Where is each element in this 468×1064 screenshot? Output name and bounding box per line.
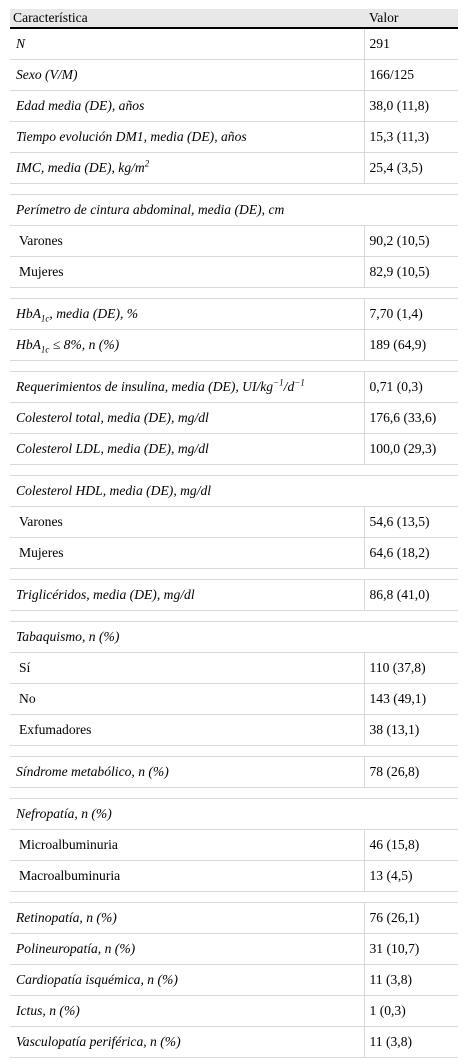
row-label: Mujeres xyxy=(10,257,364,288)
group-label: Colesterol HDL, media (DE), mg/dl xyxy=(10,476,458,507)
table-row xyxy=(10,403,458,434)
row-label: Varones xyxy=(10,226,364,257)
table-row xyxy=(10,226,458,257)
row-label: Sexo (V/M) xyxy=(10,60,364,91)
row-label: Exfumadores xyxy=(10,715,364,746)
row-value: 13 (4,5) xyxy=(364,861,458,892)
table-row xyxy=(10,299,458,330)
row-value: 189 (64,9) xyxy=(364,330,458,361)
spacer-row xyxy=(10,611,458,622)
row-label: Colesterol LDL, media (DE), mg/dl xyxy=(10,434,364,465)
row-value: 176,6 (33,6) xyxy=(364,403,458,434)
group-header-row xyxy=(10,622,458,653)
header-value: Valor xyxy=(364,9,458,28)
table-row xyxy=(10,996,458,1027)
row-value: 15,3 (11,3) xyxy=(364,122,458,153)
row-label: Microalbuminuria xyxy=(10,830,364,861)
row-value: 46 (15,8) xyxy=(364,830,458,861)
row-label: Ictus, n (%) xyxy=(10,996,364,1027)
row-label: Polineuropatía, n (%) xyxy=(10,934,364,965)
row-label: N xyxy=(10,28,364,60)
row-label: Requerimientos de insulina, media (DE), $UI/kg^{-1}/d^{-1}$ xyxy=(10,372,364,403)
table-row xyxy=(10,861,458,892)
row-value: 143 (49,1) xyxy=(364,684,458,715)
table-row xyxy=(10,934,458,965)
row-value: 110 (37,8) xyxy=(364,653,458,684)
row-label: Vasculopatía periférica, n (%) xyxy=(10,1027,364,1058)
row-label: Retinopatía, n (%) xyxy=(10,903,364,934)
spacer-row xyxy=(10,361,458,372)
row-value: 25,4 (3,5) xyxy=(364,153,458,184)
group-header-row xyxy=(10,476,458,507)
characteristics-table xyxy=(10,9,458,1058)
spacer-row xyxy=(10,569,458,580)
row-value: 11 (3,8) xyxy=(364,965,458,996)
spacer-row xyxy=(10,746,458,757)
row-label: HbA$_{1c}$ ≤ 8%, n (%) xyxy=(10,330,364,361)
table-row xyxy=(10,538,458,569)
table-row xyxy=(10,715,458,746)
group-label: Perímetro de cintura abdominal, media (DE), cm xyxy=(10,195,458,226)
row-label: Cardiopatía isquémica, n (%) xyxy=(10,965,364,996)
row-value: 166/125 xyxy=(364,60,458,91)
row-value: 0,71 (0,3) xyxy=(364,372,458,403)
row-value: 86,8 (41,0) xyxy=(364,580,458,611)
table-row xyxy=(10,91,458,122)
table-row xyxy=(10,830,458,861)
row-value: 100,0 (29,3) xyxy=(364,434,458,465)
row-value: 38 (13,1) xyxy=(364,715,458,746)
table-row xyxy=(10,903,458,934)
row-label: Colesterol total, media (DE), mg/dl xyxy=(10,403,364,434)
row-label: Síndrome metabólico, n (%) xyxy=(10,757,364,788)
row-value: 7,70 (1,4) xyxy=(364,299,458,330)
row-value: 11 (3,8) xyxy=(364,1027,458,1058)
row-label: Macroalbuminuria xyxy=(10,861,364,892)
table-row xyxy=(10,60,458,91)
table-row xyxy=(10,684,458,715)
spacer-row xyxy=(10,288,458,299)
row-label: HbA$_{1c}$, media (DE), % xyxy=(10,299,364,330)
row-label: Mujeres xyxy=(10,538,364,569)
row-label: Edad media (DE), años xyxy=(10,91,364,122)
table-row xyxy=(10,28,458,60)
table-row xyxy=(10,507,458,538)
row-value: 38,0 (11,8) xyxy=(364,91,458,122)
group-label: Tabaquismo, n (%) xyxy=(10,622,458,653)
group-header-row xyxy=(10,195,458,226)
row-value: 78 (26,8) xyxy=(364,757,458,788)
row-label: No xyxy=(10,684,364,715)
group-label: Nefropatía, n (%) xyxy=(10,799,458,830)
group-header-row xyxy=(10,799,458,830)
row-label: Varones xyxy=(10,507,364,538)
row-value: 90,2 (10,5) xyxy=(364,226,458,257)
table-row xyxy=(10,965,458,996)
row-label: Triglicéridos, media (DE), mg/dl xyxy=(10,580,364,611)
row-label: Sí xyxy=(10,653,364,684)
row-value: 82,9 (10,5) xyxy=(364,257,458,288)
row-value: 31 (10,7) xyxy=(364,934,458,965)
table-row xyxy=(10,757,458,788)
table-row xyxy=(10,122,458,153)
row-value: 1 (0,3) xyxy=(364,996,458,1027)
table-header-row xyxy=(10,9,458,28)
table-row xyxy=(10,257,458,288)
spacer-row xyxy=(10,892,458,903)
table-row xyxy=(10,330,458,361)
row-value: 64,6 (18,2) xyxy=(364,538,458,569)
spacer-row xyxy=(10,465,458,476)
header-characteristic: Característica xyxy=(10,9,364,28)
spacer-row xyxy=(10,184,458,195)
row-value: 76 (26,1) xyxy=(364,903,458,934)
table-row xyxy=(10,1027,458,1058)
row-label: Tiempo evolución DM1, media (DE), años xyxy=(10,122,364,153)
row-label: IMC, media (DE), $kg/m^2$ xyxy=(10,153,364,184)
spacer-row xyxy=(10,788,458,799)
table-row xyxy=(10,580,458,611)
table-row xyxy=(10,653,458,684)
table-row xyxy=(10,434,458,465)
table-row xyxy=(10,153,458,184)
row-value: 291 xyxy=(364,28,458,60)
row-value: 54,6 (13,5) xyxy=(364,507,458,538)
table-row xyxy=(10,372,458,403)
